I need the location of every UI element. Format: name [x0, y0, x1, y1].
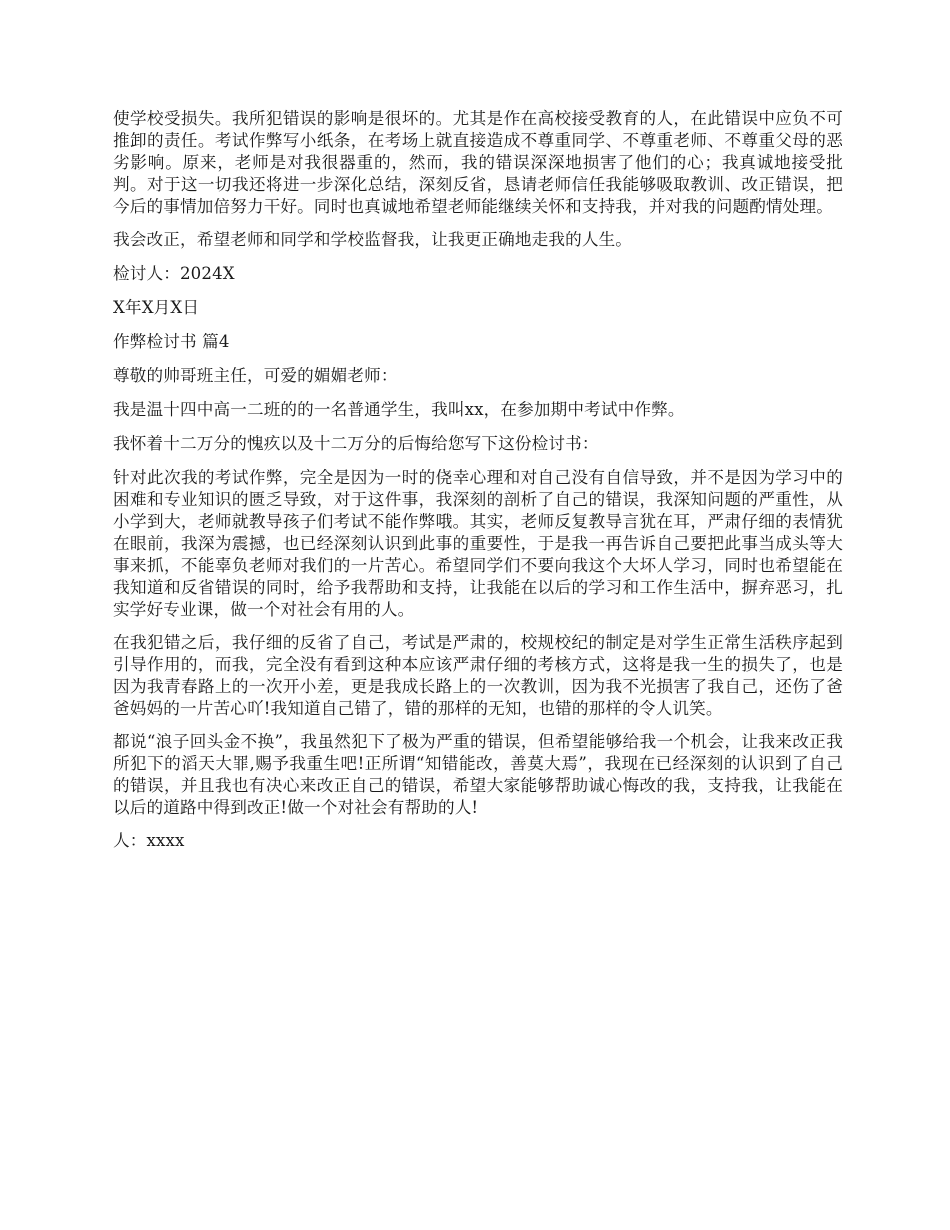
section-title: 作弊检讨书 篇4	[113, 332, 230, 351]
date-line: X年X月X日	[113, 298, 200, 317]
paragraph: 我怀着十二万分的愧疚以及十二万分的后悔给您写下这份检讨书：	[113, 434, 599, 453]
paragraph: 针对此次我的考试作弊，完全是因为一时的侥幸心理和对自己没有自信导致，并不是因为学习中的困难和专业知识的匮乏导致，对于这件事，我深刻的剖析了自己的错误，我深知问题的严重性，从小学到大，老师就教导孩子们考试不能作弊哦。其实，老师反复教导言犹在耳，严肃仔细的表情犹在眼前，我深为震撼，也已经深刻认识到此事的重要性，于是我一再告诉自己要把此事当成头等大事来抓，不能辜负老师对我们的一片苦心。希望同学们不要向我这个大坏人学习，同时也希望能在我知道和反省错误的同时，给予我帮助和支持，让我能在以后的学习和工作生活中，摒弃恶习，扎实学好专业课，做一个对社会有用的人。	[113, 468, 843, 619]
paragraph: 在我犯错之后，我仔细的反省了自己，考试是严肃的，校规校纪的制定是对学生正常生活秩序起到引导作用的，而我，完全没有看到这种本应该严肃仔细的考核方式，这将是我一生的损失了，也是因为我青春路上的一次开小差，更是我成长路上的一次教训，因为我不光损害了我自己，还伤了爸爸妈妈的一片苦心吖!我知道自己错了，错的那样的无知，也错的那样的令人讥笑。	[113, 633, 843, 718]
paragraph: 我会改正，希望老师和同学和学校监督我，让我更正确地走我的人生。	[113, 230, 633, 249]
salutation: 尊敬的帅哥班主任，可爱的媚媚老师：	[113, 366, 398, 385]
document-body	[113, 108, 843, 864]
signature-line: 人：xxxx	[113, 831, 185, 850]
signature-line: 检讨人：2024X	[113, 264, 235, 283]
paragraph: 我是温十四中高一二班的的一名普通学生，我叫xx，在参加期中考试中作弊。	[113, 400, 685, 419]
paragraph: 使学校受损失。我所犯错误的影响是很坏的。尤其是作在高校接受教育的人，在此错误中应负不可推卸的责任。考试作弊写小纸条，在考场上就直接造成不尊重同学、不尊重老师、不尊重父母的恶劣影响。原来，老师是对我很器重的，然而，我的错误深深地损害了他们的心；我真诚地接受批判。对于这一切我还将进一步深化总结，深刻反省，恳请老师信任我能够吸取教训、改正错误，把今后的事情加倍努力干好。同时也真诚地希望老师能继续关怀和支持我，并对我的问题酌情处理。	[113, 109, 843, 216]
paragraph: 都说“浪子回头金不换”，我虽然犯下了极为严重的错误，但希望能够给我一个机会，让我来改正我所犯下的滔天大罪,赐予我重生吧!正所谓“知错能改，善莫大焉”，我现在已经深刻的认识到了自己的错误，并且我也有决心来改正自己的错误，希望大家能够帮助诚心悔改的我，支持我，让我能在以后的道路中得到改正!做一个对社会有帮助的人!	[113, 732, 843, 817]
